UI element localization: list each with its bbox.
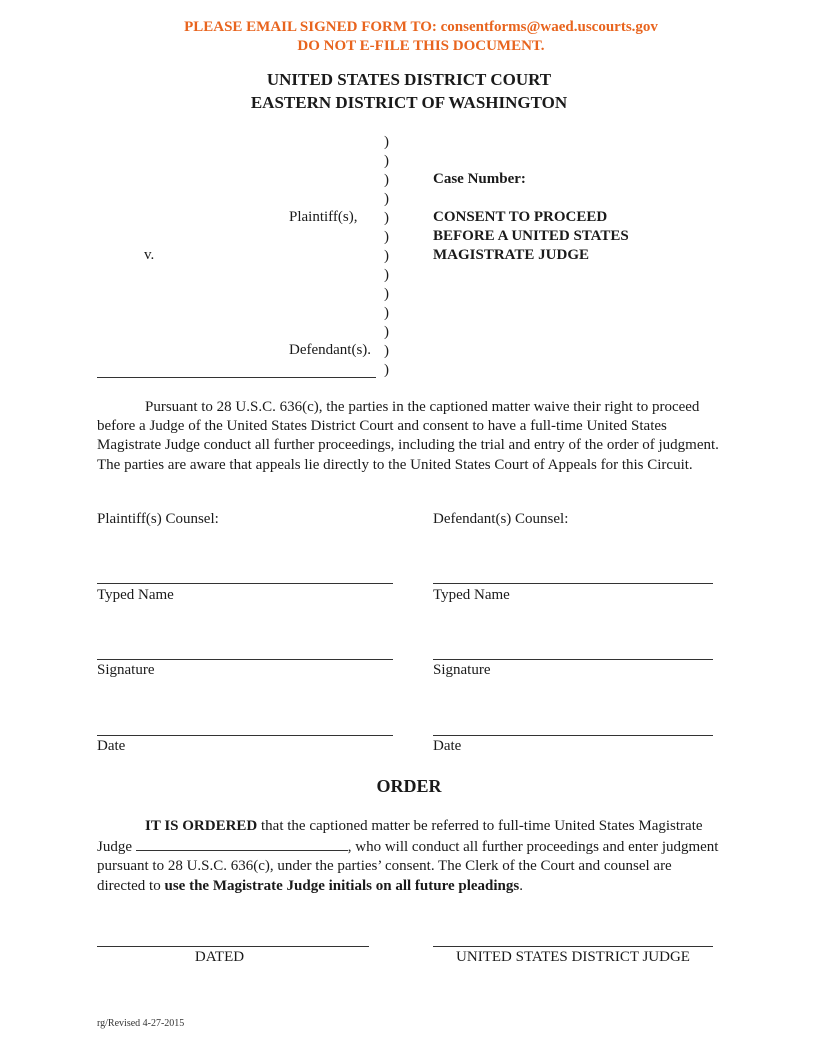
email-notice: PLEASE EMAIL SIGNED FORM TO: consentforms@waed.uscourts.gov bbox=[184, 19, 658, 35]
plaintiff-signature-line[interactable] bbox=[97, 659, 393, 660]
plaintiff-label: Plaintiff(s), bbox=[289, 209, 358, 225]
caption-paren: ) bbox=[384, 172, 389, 188]
caption-paren: ) bbox=[384, 286, 389, 302]
defendant-signature-label: Signature bbox=[433, 662, 491, 678]
order-title: ORDER bbox=[376, 776, 442, 796]
judge-signature-line[interactable] bbox=[433, 946, 713, 947]
caption-paren: ) bbox=[384, 267, 389, 283]
order-text-part1: that the captioned matter be referred to full-time United States Magistrate Judge bbox=[97, 818, 703, 856]
caption-title-line: BEFORE A UNITED STATES bbox=[433, 228, 629, 244]
case-number-label: Case Number: bbox=[433, 171, 526, 187]
revision-footer: rg/Revised 4-27-2015 bbox=[97, 1018, 185, 1029]
defendant-signature-line[interactable] bbox=[433, 659, 713, 660]
dated-line[interactable] bbox=[97, 946, 369, 947]
consent-paragraph bbox=[97, 398, 723, 475]
plaintiff-typed-name-label: Typed Name bbox=[97, 587, 174, 603]
caption-paren: ) bbox=[384, 305, 389, 321]
judge-label: UNITED STATES DISTRICT JUDGE bbox=[456, 949, 690, 965]
order-period: . bbox=[519, 877, 523, 894]
defendant-typed-name-line[interactable] bbox=[433, 583, 713, 584]
defendant-counsel-heading: Defendant(s) Counsel: bbox=[433, 511, 569, 527]
plaintiff-counsel-heading: Plaintiff(s) Counsel: bbox=[97, 511, 219, 527]
caption-paren: ) bbox=[384, 343, 389, 359]
caption-party-line[interactable] bbox=[97, 377, 376, 378]
defendant-date-label: Date bbox=[433, 738, 462, 754]
consent-text: Pursuant to 28 U.S.C. 636(c), the parties in the captioned matter waive their right to proceed before a Judge of the United States District Court and consent to have a full-time United States Magistrate Judge conduct all further proceedings, including the trial and entry of the order of judgment. The parties are aware that appeals lie directly to the United States Court of Appeals for this Circuit. bbox=[97, 399, 719, 473]
plaintiff-date-label: Date bbox=[97, 738, 126, 754]
plaintiff-typed-name-line[interactable] bbox=[97, 583, 393, 584]
caption-paren: ) bbox=[384, 324, 389, 340]
defendant-date-line[interactable] bbox=[433, 735, 713, 736]
order-paragraph bbox=[97, 817, 723, 896]
defendant-label: Defendant(s). bbox=[289, 342, 372, 358]
plaintiff-signature-label: Signature bbox=[97, 662, 155, 678]
versus-label: v. bbox=[144, 247, 155, 263]
caption-paren: ) bbox=[384, 134, 389, 150]
caption-paren: ) bbox=[384, 248, 389, 264]
caption-paren: ) bbox=[384, 191, 389, 207]
order-text-part2: , who will conduct all further proceedings and enter judgment pursuant to 28 U.S.C. 636(c), under the parties’ consent. The Clerk of the Court and counsel are directed to bbox=[97, 839, 719, 894]
order-bold-directive: use the Magistrate Judge initials on all future pleadings bbox=[164, 877, 520, 894]
caption-title-line: CONSENT TO PROCEED bbox=[433, 209, 608, 225]
do-not-efile-notice: DO NOT E-FILE THIS DOCUMENT. bbox=[297, 38, 545, 54]
caption-paren: ) bbox=[384, 210, 389, 226]
caption-paren: ) bbox=[384, 229, 389, 245]
caption-paren: ) bbox=[384, 153, 389, 169]
court-name: UNITED STATES DISTRICT COURT bbox=[266, 70, 552, 89]
court-district: EASTERN DISTRICT OF WASHINGTON bbox=[250, 93, 568, 112]
order-lead: IT IS ORDERED bbox=[145, 818, 258, 834]
plaintiff-date-line[interactable] bbox=[97, 735, 393, 736]
defendant-typed-name-label: Typed Name bbox=[433, 587, 510, 603]
caption-title-line: MAGISTRATE JUDGE bbox=[433, 247, 589, 263]
caption-paren: ) bbox=[384, 362, 389, 378]
dated-label: DATED bbox=[194, 949, 245, 965]
magistrate-judge-blank[interactable] bbox=[136, 836, 348, 851]
